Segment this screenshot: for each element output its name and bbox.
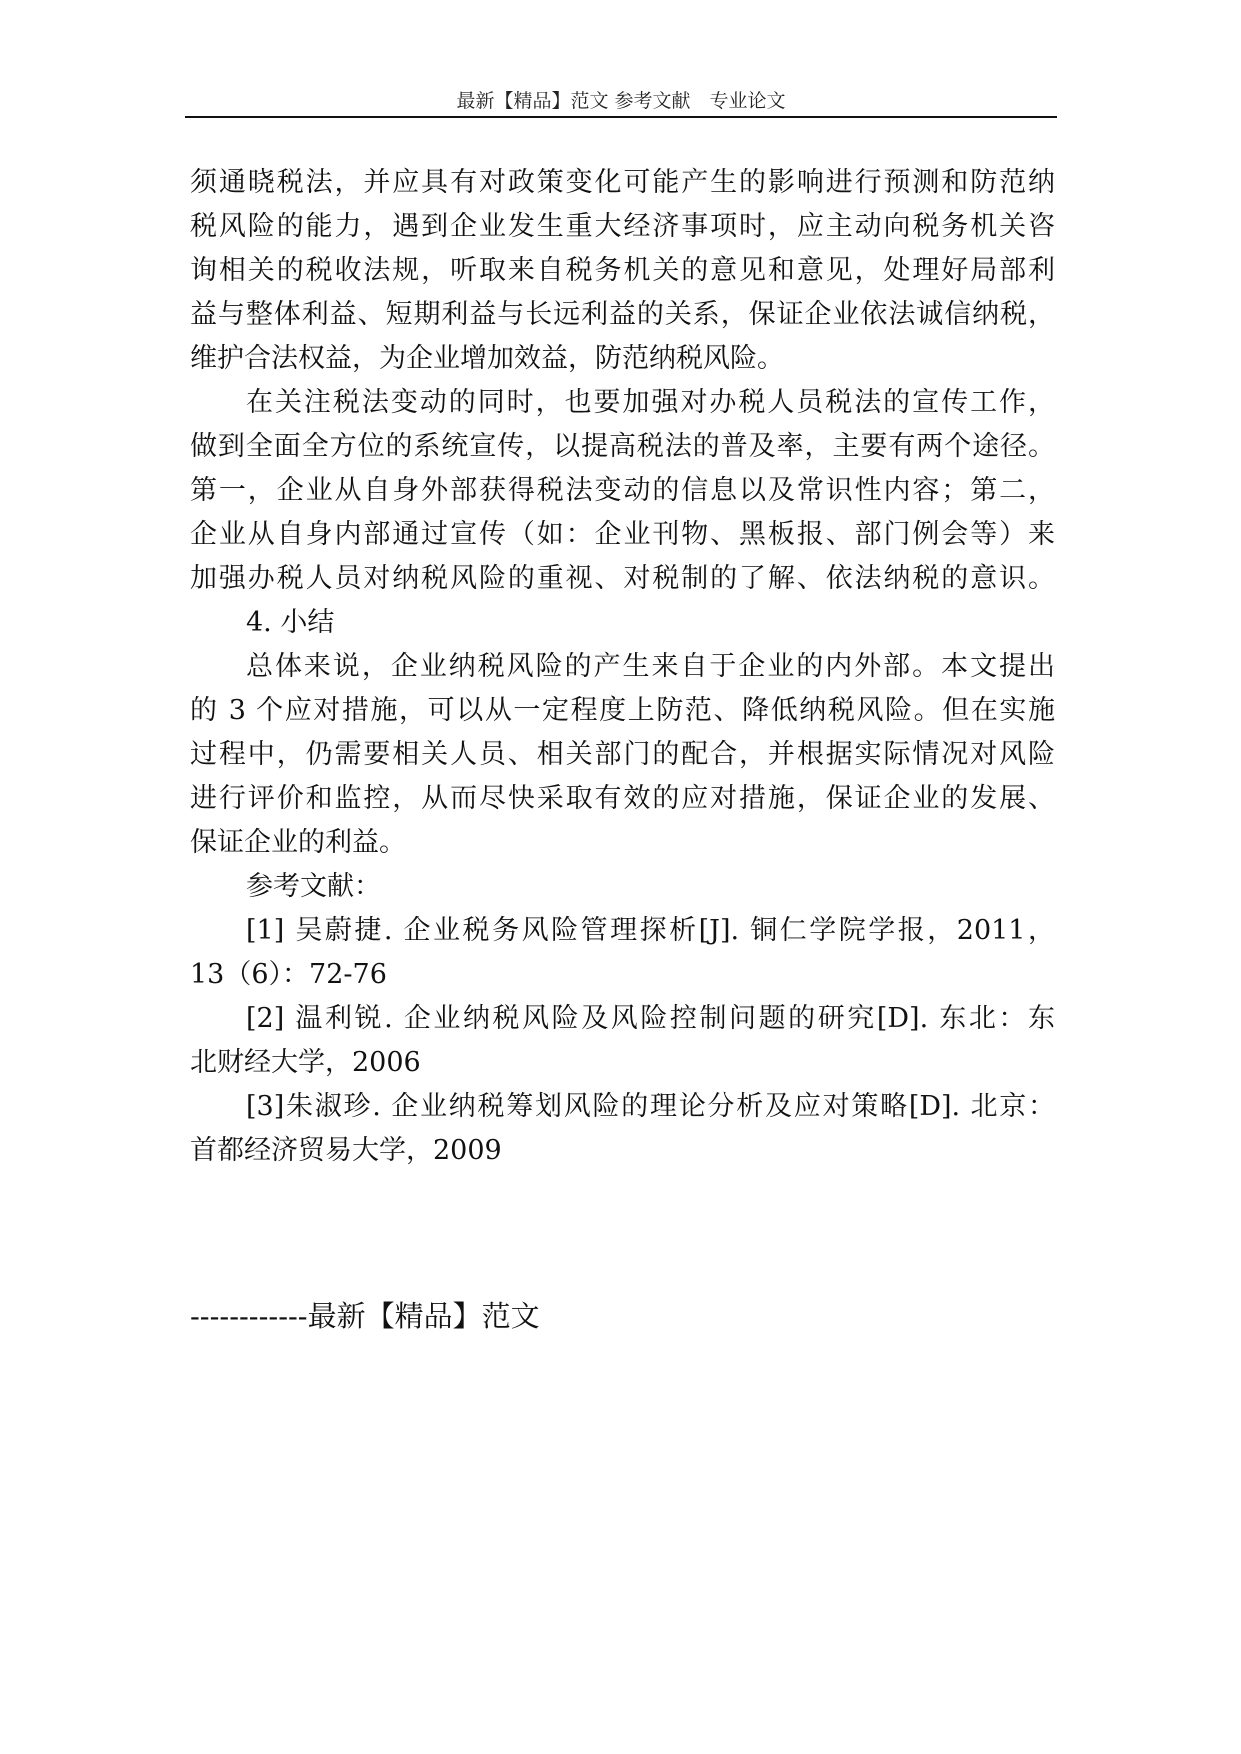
- body-line: 保证企业的利益。: [190, 827, 406, 858]
- paragraph-first-line: 总体来说，企业纳税风险的产生来自于企业的内外部。本文提出: [246, 651, 1055, 682]
- reference-entry: [2] 温利锐. 企业纳税风险及风险控制问题的研究[D]. 东北：东: [246, 1003, 1055, 1034]
- document-body: [190, 161, 1055, 1173]
- reference-entry: [1] 吴蔚捷. 企业税务风险管理探析[J]. 铜仁学院学报，2011，: [246, 915, 1055, 946]
- references-heading: 参考文献：: [246, 871, 381, 902]
- reference-continuation: 首都经济贸易大学，2009: [190, 1135, 502, 1166]
- body-line: 的 3 个应对措施，可以从一定程度上防范、降低纳税风险。但在实施: [190, 695, 1055, 726]
- reference-entry: [3]朱淑珍. 企业纳税筹划风险的理论分析及应对策略[D]. 北京：: [246, 1091, 1055, 1122]
- reference-continuation: 13（6）：72-76: [190, 959, 387, 990]
- body-line: 过程中，仍需要相关人员、相关部门的配合，并根据实际情况对风险: [190, 739, 1055, 770]
- section-heading: 4. 小结: [246, 607, 335, 638]
- body-line: 第一，企业从自身外部获得税法变动的信息以及常识性内容；第二，: [190, 475, 1055, 506]
- body-line: 须通晓税法，并应具有对政策变化可能产生的影响进行预测和防范纳: [190, 167, 1055, 198]
- body-line: 税风险的能力，遇到企业发生重大经济事项时，应主动向税务机关咨: [190, 211, 1055, 242]
- body-line: 加强办税人员对纳税风险的重视、对税制的了解、依法纳税的意识。: [190, 563, 1055, 594]
- body-line: 询相关的税收法规，听取来自税务机关的意见和意见，处理好局部利: [190, 255, 1055, 286]
- body-line: 维护合法权益，为企业增加效益，防范纳税风险。: [190, 343, 784, 374]
- footer-mark: ------------最新【精品】范文: [190, 1299, 540, 1333]
- body-line: 企业从自身内部通过宣传（如：企业刊物、黑板报、部门例会等）来: [190, 519, 1055, 550]
- body-line: 益与整体利益、短期利益与长远利益的关系，保证企业依法诚信纳税，: [190, 299, 1055, 330]
- reference-continuation: 北财经大学，2006: [190, 1047, 421, 1078]
- header-divider: [185, 116, 1057, 118]
- body-line: 进行评价和监控，从而尽快采取有效的应对措施，保证企业的发展、: [190, 783, 1055, 814]
- paragraph-first-line: 在关注税法变动的同时，也要加强对办税人员税法的宣传工作，: [246, 387, 1055, 418]
- body-line: 做到全面全方位的系统宣传，以提高税法的普及率，主要有两个途径。: [190, 431, 1055, 462]
- page-header: 最新【精品】范文 参考文献 专业论文: [456, 90, 786, 112]
